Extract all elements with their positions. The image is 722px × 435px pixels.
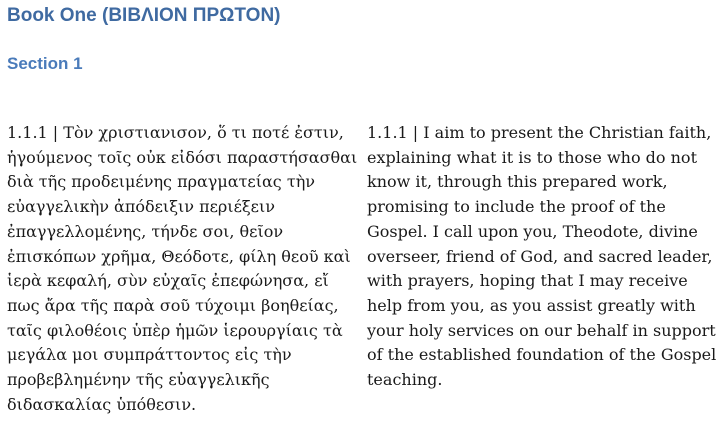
english-text-line: help from you, as you assist greatly with bbox=[367, 295, 696, 315]
english-text-line: 1.1.1 | I aim to present the Christian faith, bbox=[367, 123, 712, 142]
english-text-line: promising to include the proof of the bbox=[367, 197, 666, 217]
greek-text-line: εὐαγγελικὴν ἀπόδειξιν περιέξειν bbox=[7, 197, 275, 217]
greek-text-line: ἐπισκόπων χρῆμα, Θεόδοτε, φίλη θεοῦ καὶ bbox=[7, 246, 351, 266]
greek-text-line: ἐπαγγελλομένης, τήνδε σοι, θεῖον bbox=[7, 221, 284, 241]
english-translation-column bbox=[367, 121, 717, 393]
greek-text-line: ἡγούμενος τοῖς οὐκ εἰδόσι παραστήσασθαι bbox=[7, 147, 358, 167]
greek-text-column bbox=[7, 121, 357, 417]
english-text-line: Gospel. I call upon you, Theodote, divine bbox=[367, 221, 698, 241]
greek-text-line: 1.1.1 | Τὸν χριστιανισον, ὅ τι ποτέ ἐστιν, bbox=[7, 123, 344, 142]
greek-text-line: διὰ τῆς προδειμένης πραγματείας τὴν bbox=[7, 172, 315, 192]
english-text-line: your holy services on our behalf in support bbox=[367, 320, 716, 340]
greek-text-line: προβεβλημένην τῆς εὐαγγελικῆς bbox=[7, 370, 270, 390]
english-text-line: explaining what it is to those who do not bbox=[367, 147, 697, 167]
greek-text-line: ταῖς φιλοθέοις ὑπὲρ ἡμῶν ἱερουργίαις τὰ bbox=[7, 320, 343, 340]
greek-text-line: διδασκαλίας ὑπόθεσιν. bbox=[7, 394, 197, 414]
greek-text-line: ἱερὰ κεφαλή, σὺν εὐχαῖς ἐπεφώνησα, εἴ bbox=[7, 271, 329, 291]
english-text-line: with prayers, hoping that I may receive bbox=[367, 271, 688, 291]
section-title: Section 1 bbox=[7, 54, 83, 73]
greek-text-line: πως ἄρα τῆς παρὰ σοῦ τύχοιμι βοηθείας, bbox=[7, 295, 339, 315]
english-text-line: of the established foundation of the Gospel bbox=[367, 345, 717, 365]
greek-text-line: μεγάλα μοι συμπράττοντος εἰς τὴν bbox=[7, 345, 292, 365]
english-text-line: overseer, friend of God, and sacred leader, bbox=[367, 246, 713, 266]
book-title: Book One (ΒΙΒΛΙΟΝ ΠΡΩΤΟΝ) bbox=[7, 5, 281, 26]
english-text-line: teaching. bbox=[367, 370, 443, 390]
english-text-line: know it, through this prepared work, bbox=[367, 172, 668, 192]
